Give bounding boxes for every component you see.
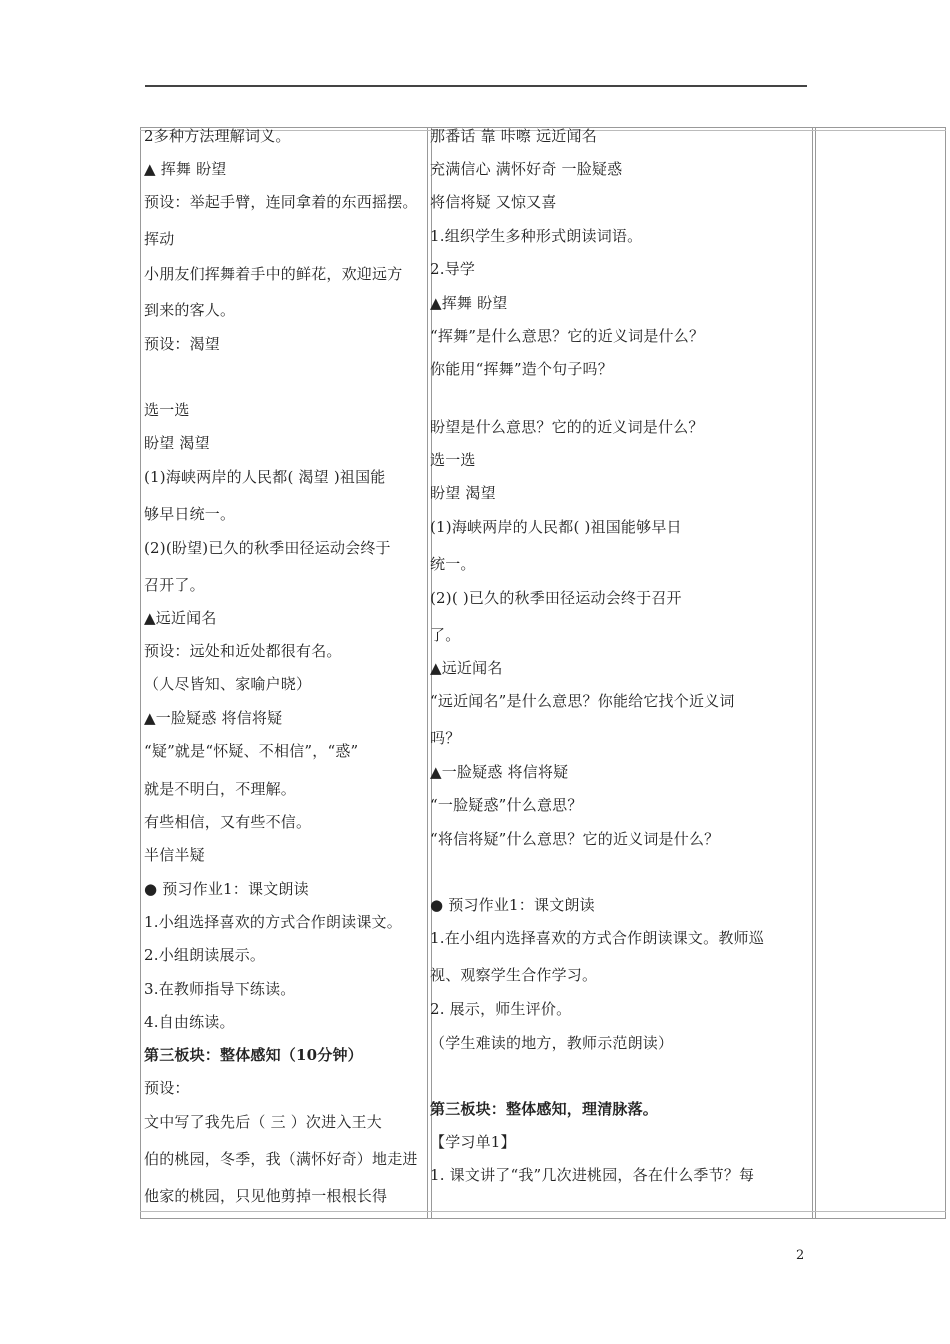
text-line: 半信半疑	[144, 846, 205, 864]
text-line: “将信将疑”什么意思？它的近义词是什么？	[430, 830, 720, 848]
text-line: 小朋友们挥舞着手中的鲜花，欢迎远方	[144, 265, 403, 283]
text-line: 文中写了我先后（ 三 ）次进入王大	[144, 1113, 382, 1131]
text-line: 1.小组选择喜欢的方式合作朗读课文。	[144, 913, 402, 931]
text-line: 到来的客人。	[144, 301, 236, 319]
text-line: 他家的桃园，只见他剪掉一根根长得	[144, 1187, 388, 1205]
text-line: 视、观察学生合作学习。	[430, 966, 598, 984]
text-line: 预设：举起手臂，连同拿着的东西摇摆。	[144, 193, 418, 211]
text-line: 就是不明白，不理解。	[144, 780, 297, 798]
text-line: ● 预习作业1：课文朗读	[144, 880, 309, 898]
text-line: 够早日统一。	[144, 505, 236, 523]
text-line: 4.自由练读。	[144, 1013, 235, 1031]
text-line: 1.组织学生多种形式朗读词语。	[430, 227, 643, 245]
text-line: 2. 展示，师生评价。	[430, 1000, 572, 1018]
text-line: 召开了。	[144, 576, 205, 594]
text-line: 选一选	[430, 451, 476, 469]
text-line: 那番话 靠 咔嚓 远近闻名	[430, 127, 597, 145]
left-column	[144, 128, 426, 1210]
text-line: （学生难读的地方，教师示范朗读）	[430, 1034, 674, 1052]
header-rule	[145, 85, 807, 87]
text-line: ▲远近闻名	[430, 659, 503, 677]
text-line: 3.在教师指导下练读。	[144, 980, 296, 998]
text-line: 充满信心 满怀好奇 一脸疑惑	[430, 160, 623, 178]
text-line: 2多种方法理解词义。	[144, 127, 291, 145]
text-line: (1)海峡两岸的人民都( 渴望 )祖国能	[144, 468, 386, 486]
page-number: 2	[796, 1248, 805, 1263]
text-line: 预设：	[144, 1079, 190, 1097]
text-line: 1. 课文讲了“我”几次进桃园，各在什么季节？每	[430, 1166, 755, 1184]
text-line: 有些相信，又有些不信。	[144, 813, 312, 831]
text-line: 将信将疑 又惊又喜	[430, 193, 557, 211]
text-line: ▲一脸疑惑 将信将疑	[144, 709, 283, 727]
text-line: “挥舞”是什么意思？它的近义词是什么？	[430, 327, 705, 345]
right-column	[430, 128, 810, 1210]
text-line: “远近闻名”是什么意思？你能给它找个近义词	[430, 692, 735, 710]
column-divider-right-inner	[815, 127, 816, 1219]
text-line: 【学习单1】	[430, 1133, 516, 1151]
text-line: 挥动	[144, 230, 175, 248]
text-line: 选一选	[144, 401, 190, 419]
text-line: 伯的桃园，冬季，我（满怀好奇）地走进	[144, 1150, 418, 1168]
text-line: 预设：远处和近处都很有名。	[144, 642, 342, 660]
text-line: ▲一脸疑惑 将信将疑	[430, 763, 569, 781]
text-line: 你能用“挥舞”造个句子吗？	[430, 360, 613, 378]
text-line: (2)(盼望)已久的秋季田径运动会终于	[144, 539, 391, 557]
text-line: 2.小组朗读展示。	[144, 946, 266, 964]
text-line: ▲ 挥舞 盼望	[144, 160, 227, 178]
text-line: 吗？	[430, 729, 461, 747]
text-line: ▲远近闻名	[144, 609, 217, 627]
text-line: “一脸疑惑”什么意思？	[430, 796, 583, 814]
text-line: 盼望是什么意思？它的的近义词是什么？	[430, 418, 704, 436]
column-divider	[427, 127, 428, 1219]
text-line: ● 预习作业1：课文朗读	[430, 896, 595, 914]
text-line: （人尽皆知、家喻户晓）	[144, 675, 312, 693]
text-line: (2)( )已久的秋季田径运动会终于召开	[430, 589, 682, 607]
text-line: “疑”就是“怀疑、不相信”，“惑”	[144, 742, 359, 760]
text-line: 盼望 渴望	[144, 434, 210, 452]
text-line: 2.导学	[430, 260, 476, 278]
text-line: 1.在小组内选择喜欢的方式合作朗读课文。教师巡	[430, 929, 764, 947]
column-divider-right	[812, 127, 813, 1219]
text-line: ▲挥舞 盼望	[430, 294, 508, 312]
text-line: 预设：渴望	[144, 335, 221, 353]
text-line: 第三板块：整体感知，理清脉落。	[430, 1100, 659, 1118]
text-line: 统一。	[430, 555, 476, 573]
table-bottom-inner-rule	[140, 1211, 946, 1212]
text-line: (1)海峡两岸的人民都( )祖国能够早日	[430, 518, 682, 536]
text-line: 盼望 渴望	[430, 484, 496, 502]
text-line: 第三板块：整体感知（10分钟）	[144, 1046, 363, 1064]
text-line: 了。	[430, 626, 461, 644]
